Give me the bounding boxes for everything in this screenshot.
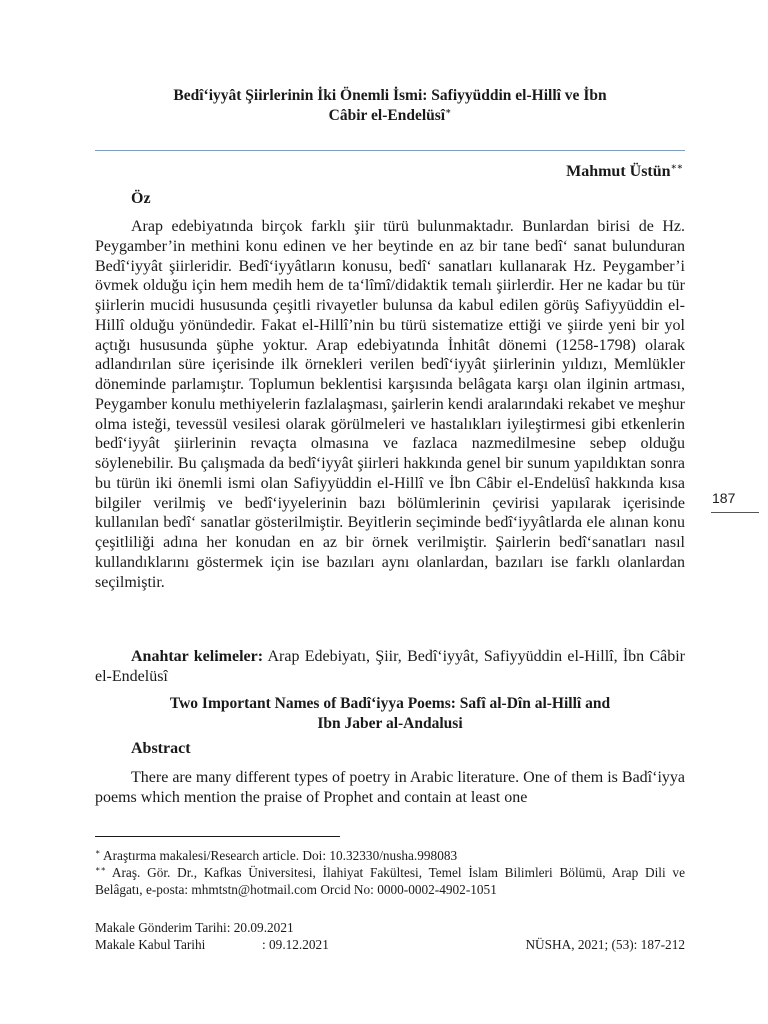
article-title-line1: Bedî‘iyyât Şiirlerinin İki Önemli İsmi: Safiyyüddin el-Hillî ve İbn bbox=[173, 87, 607, 104]
acceptance-date-value: : 09.12.2021 bbox=[262, 937, 329, 952]
article-title-line2-text: Câbir el-Endelüsî bbox=[328, 107, 446, 124]
acceptance-date-row bbox=[95, 936, 329, 953]
abstract-heading: Abstract bbox=[131, 740, 191, 757]
oz-body: Arap edebiyatında birçok farklı şiir türü bulunmaktadır. Bunlardan birisi de Hz. Peygamber’in methini konu edinen ve her beytinde en az bir tane bedî‘ sanat bulunduran Bedî‘iyyât şiirleridir. Bedî‘iyyâtların konusu, bedî‘ sanatları kullanarak Hz. Peygamber’i övmek olduğu için hem medih hem de ta‘lîmî/didaktik temalı şiirlerdir. Her ne kadar bu tür şiirlerin mucidi hususunda çeşitli rivayetler bulunsa da kabul edilen görüş Safiyyüddin el-Hillî olduğu yönündedir. Fakat el-Hillî’nin bu türü sistematize ettiği ve şiirde yeni bir yol açtığı hususunda şüphe yoktur. Arap edebiyatında İnhitât dönemi (1258-1798) olarak adlandırılan süre içerisinde ilk örnekleri verilen bedî‘iyyât şiirlerinin yıldızı, Memlükler döneminde parlamıştır. Toplumun beklentisi karşısında belâgata karşı olan ilginin artması, Peygamber konulu methiyelerin fazlalaşması, şairlerin kendi aralarındaki rekabet ve meşhur olma isteği, tevessül vesilesi olarak görülmeleri ve hastalıkları iyileştirmesi gibi etkenlerin bedî‘iyyât şiirlerinin revaçta olmasına ve fazlaca nazmedilmesine sebep olduğu söylenebilir. Bu çalışmada da bedî‘iyyât şiirleri hakkında genel bir sunum yapıldıktan sonra bu türün iki önemli ismi olan Safiyyüddin el-Hillî ve İbn Câbir el-Endelüsî hakkında kısa bilgiler verilmiş ve bedî‘iyyelerinin bazı bölümlerinin çevirisi yapılarak içerisinde kullanılan bedî‘ sanatlar gösterilmiştir. Beyitlerin seçiminde bedî‘iyyâtlarda ele alınan konu çeşitliliği adına her konudan en az bir örnek verilmiştir. Şairlerin bedî‘sanatları nasıl kullandıklarını göstermek için ise bazıları aynı olanlardan, bazıları ise farklı olanlardan seçilmiştir. bbox=[95, 218, 685, 591]
article-title bbox=[95, 86, 685, 126]
keywords-label: Anahtar kelimeler: bbox=[131, 648, 264, 665]
footnote-1-marker: ∗ bbox=[95, 847, 101, 857]
english-title bbox=[95, 694, 685, 734]
footnote-1-text: Araştırma makalesi/Research article. Doi: 10.32330/nusha.998083 bbox=[100, 848, 458, 863]
keywords-text: Arap Edebiyatı, Şiir, Bedî‘iyyât, Safiyyüddin el-Hillî, İbn Câbir el-Endelüsî bbox=[95, 648, 686, 685]
author-name: Mahmut Üstün bbox=[566, 163, 671, 180]
footnote-1 bbox=[95, 847, 685, 864]
submission-date-value: 20.09.2021 bbox=[230, 920, 294, 935]
article-title-line2 bbox=[95, 106, 685, 126]
submission-date-label: Makale Gönderim Tarihi: bbox=[95, 920, 231, 935]
acceptance-date-label: Makale Kabul Tarihi bbox=[95, 937, 206, 952]
title-footnote-marker[interactable]: ∗ bbox=[445, 105, 452, 116]
keywords bbox=[95, 647, 685, 687]
footnote-2-text: Araş. Gör. Dr., Kafkas Üniversitesi, İlahiyat Fakültesi, Temel İslam Bilimleri Bölümü, Arap Dili ve Belâgatı, e-posta: mhmtstn@hotmail.com Orcid No: 0000-0002-4902-1051 bbox=[95, 865, 685, 897]
submission-date-row bbox=[95, 919, 329, 936]
page-number-rule bbox=[711, 512, 759, 513]
title-divider bbox=[95, 150, 685, 151]
article-dates bbox=[95, 919, 329, 953]
author-footnote-marker[interactable]: ∗∗ bbox=[670, 161, 683, 172]
author-line bbox=[566, 162, 683, 182]
english-title-line2: Ibn Jaber al-Andalusi bbox=[317, 715, 463, 732]
abstract-body: There are many different types of poetry in Arabic literature. One of them is Badî‘iyya poems which mention the praise of Prophet and contain at least one bbox=[95, 769, 685, 806]
footnote-2-marker: ∗∗ bbox=[95, 864, 106, 874]
journal-citation: NÜSHA, 2021; (53): 187-212 bbox=[525, 937, 685, 952]
page-number: 187 bbox=[712, 490, 736, 506]
english-title-line1: Two Important Names of Badî‘iyya Poems: Safî al-Dîn al-Hillî and bbox=[169, 695, 611, 712]
footnote-divider bbox=[95, 836, 340, 837]
footnote-2 bbox=[95, 864, 685, 898]
oz-heading: Öz bbox=[131, 190, 151, 207]
